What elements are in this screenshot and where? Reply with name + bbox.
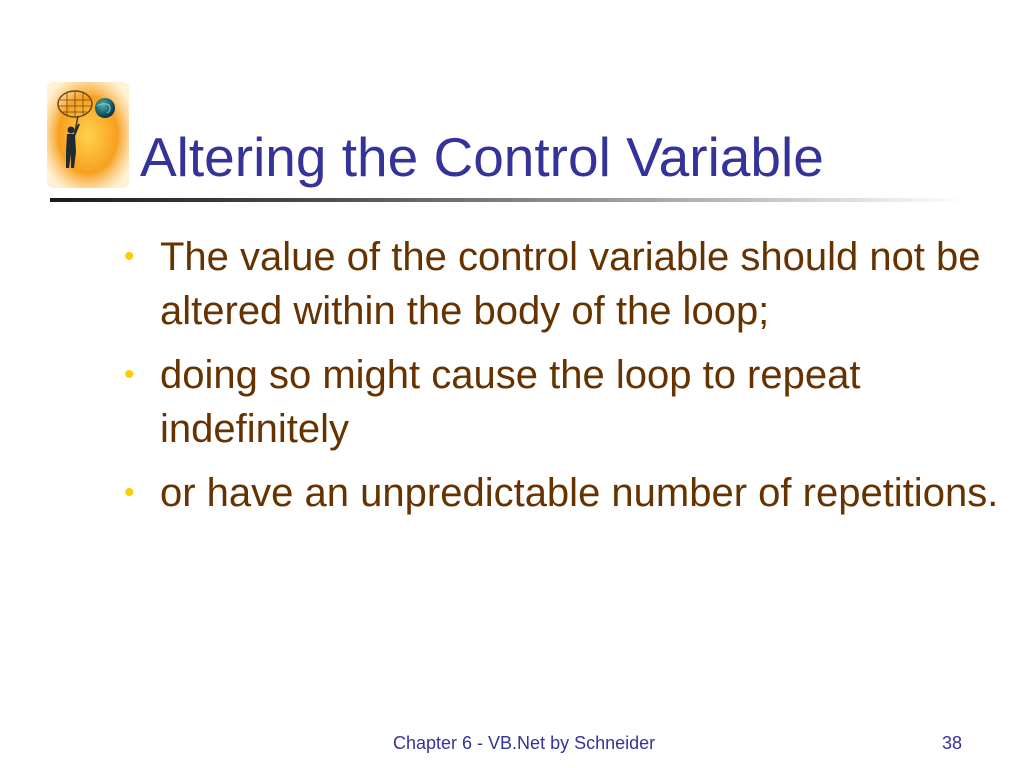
bullet-text: or have an unpredictable number of repetitions. <box>160 471 999 515</box>
page-number: 38 <box>942 733 963 753</box>
title-divider <box>50 198 965 202</box>
footer-text: Chapter 6 - VB.Net by Schneider <box>393 733 656 753</box>
bullet-item <box>120 348 1000 456</box>
net-catching-globe-clipart-icon <box>45 80 131 190</box>
bullet-icon: • <box>124 240 135 273</box>
bullet-item <box>120 230 1000 338</box>
bullet-text: doing so might cause the loop to repeat indefinitely <box>160 353 861 451</box>
bullet-text: The value of the control variable should not be altered within the body of the loop; <box>160 235 981 333</box>
bullet-item <box>120 466 1000 520</box>
slide-title: Altering the Control Variable <box>140 126 824 188</box>
bullet-icon: • <box>124 358 135 391</box>
bullet-icon: • <box>124 476 135 509</box>
bullet-list <box>120 230 1000 530</box>
